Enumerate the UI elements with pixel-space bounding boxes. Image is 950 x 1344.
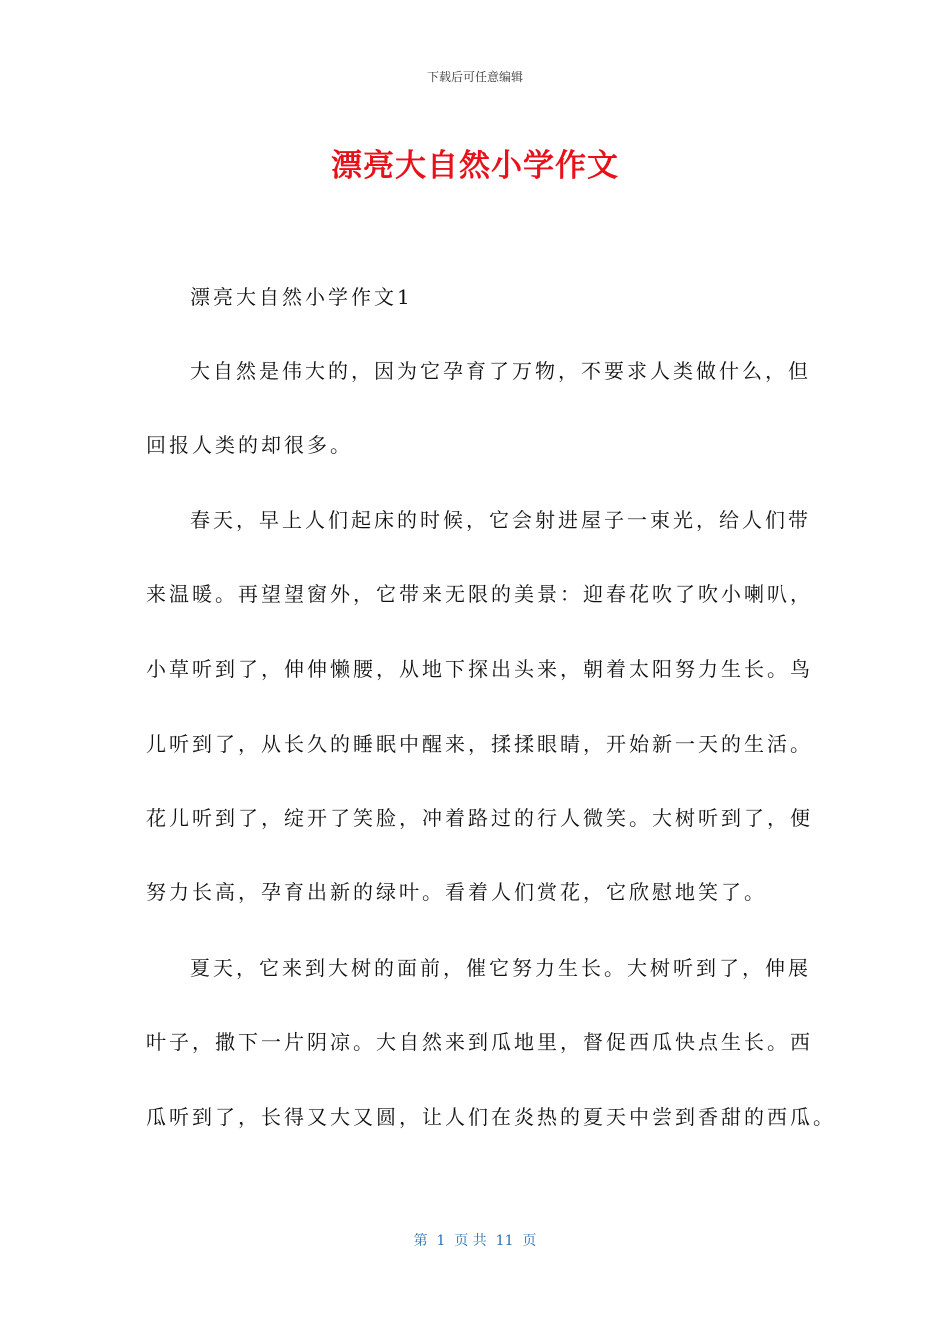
paragraph-line: 小草听到了，伸伸懒腰，从地下探出头来，朝着太阳努力生长。鸟 (146, 657, 813, 681)
paragraph-line: 努力长高，孕育出新的绿叶。看着人们赏花，它欣慰地笑了。 (146, 880, 767, 904)
paragraph-line: 来温暖。再望望窗外，它带来无限的美景：迎春花吹了吹小喇叭， (146, 582, 813, 606)
paragraph-line: 回报人类的却很多。 (146, 433, 353, 457)
header-note: 下载后可任意编辑 (426, 70, 523, 84)
paragraph-line: 春天，早上人们起床的时候，它会射进屋子一束光，给人们带 (190, 508, 811, 532)
paragraph-line: 儿听到了，从长久的睡眠中醒来，揉揉眼睛，开始新一天的生活。 (146, 732, 813, 756)
paragraph-line: 花儿听到了，绽开了笑脸，冲着路过的行人微笑。大树听到了，便 (146, 806, 813, 830)
page-number-footer: 第 1 页 共 11 页 (413, 1233, 537, 1249)
essay-subtitle: 漂亮大自然小学作文1 (190, 285, 413, 309)
paragraph-line: 瓜听到了，长得又大又圆，让人们在炎热的夏天中尝到香甜的西瓜。 (146, 1105, 836, 1129)
paragraph-line: 叶子，撒下一片阴凉。大自然来到瓜地里，督促西瓜快点生长。西 (146, 1030, 813, 1054)
document-title: 漂亮大自然小学作文 (331, 148, 619, 184)
paragraph-line: 大自然是伟大的，因为它孕育了万物，不要求人类做什么，但 (190, 359, 811, 383)
paragraph-line: 夏天，它来到大树的面前，催它努力生长。大树听到了，伸展 (190, 956, 811, 980)
